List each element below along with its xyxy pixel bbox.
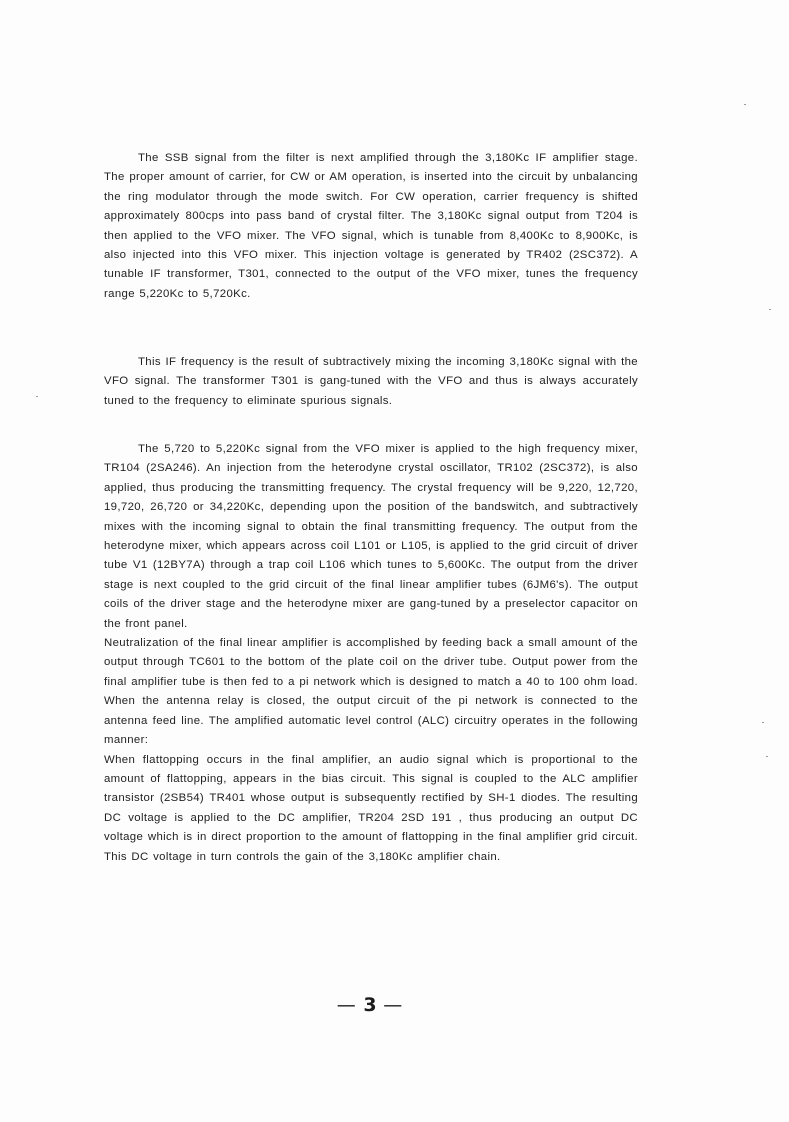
scan-speck	[766, 756, 768, 757]
paragraph-hf-mixer: The 5,720 to 5,220Kc signal from the VFO mixer is applied to the high frequency mixer, TR104 (2SA246). An injection from the heterodyne crystal oscillator, TR102 (2SC372), is also applied, thus producing the transmitting frequency. The crystal frequency will be 9,220, 12,720, 19,720, 26,720 or 34,220Kc, depending upon the position of the bandswitch, and subtractively mixes with the incoming signal to obtain the final transmitting frequency. The output from the heterodyne mixer, which appears across coil L101 or L105, is applied to the grid circuit of driver tube V1 (12BY7A) through a trap coil L106 which tunes to 5,600Kc. The output from the driver stage is next coupled to the grid circuit of the final linear amplifier tubes (6JM6's). The output coils of the driver stage and the heterodyne mixer are gang-tuned by a preselector capacitor on the front panel.	[104, 443, 638, 630]
footer-dash-right: —	[383, 994, 404, 1016]
page-footer	[330, 994, 410, 1016]
scan-speck	[744, 104, 746, 105]
paragraph-flattopping: When flattopping occurs in the final amplifier, an audio signal which is proportional to the amount of flattopping, appears in the bias circuit. This signal is coupled to the ALC amplifier transistor (2SB54) TR401 whose output is subsequently rectified by SH-1 diodes. The resulting DC voltage is applied to the DC amplifier, TR204 2SD 191 , thus producing an output DC voltage which is in direct proportion to the amount of flattopping in the final amplifier grid circuit. This DC voltage in turn controls the gain of the 3,180Kc amplifier chain.	[104, 753, 638, 863]
text-block-1	[104, 149, 638, 304]
scan-speck	[762, 722, 764, 723]
text-block-3	[104, 440, 638, 867]
text-block-2	[104, 353, 638, 411]
paragraph-if-frequency: This IF frequency is the result of subtractively mixing the incoming 3,180Kc signal with the VFO signal. The transformer T301 is gang-tuned with the VFO and thus is always accurately tuned to the frequency to eliminate spurious signals.	[104, 356, 638, 407]
scan-speck	[36, 396, 38, 397]
page-number: 3	[363, 994, 377, 1016]
footer-dash-left: —	[336, 994, 357, 1016]
paragraph-ssb-signal: The SSB signal from the filter is next amplified through the 3,180Kc IF amplifier stage. The proper amount of carrier, for CW or AM operation, is inserted into the circuit by unbalancing the ring modulator through the mode switch. For CW operation, carrier frequency is shifted approximately 800cps into pass band of crystal filter. The 3,180Kc signal output from T204 is then applied to the VFO mixer. The VFO signal, which is tunable from 8,400Kc to 8,900Kc, is also injected into this VFO mixer. This injection voltage is generated by TR402 (2SC372). A tunable IF transformer, T301, connected to the output of the VFO mixer, tunes the frequency range 5,220Kc to 5,720Kc.	[104, 152, 638, 300]
paragraph-neutralization: Neutralization of the final linear amplifier is accomplished by feeding back a small amount of the output through TC601 to the bottom of the plate coil on the driver tube. Output power from the final amplifier tube is then fed to a pi network which is designed to match a 40 to 100 ohm load. When the antenna relay is closed, the output circuit of the pi network is connected to the antenna feed line. The amplified automatic level control (ALC) circuitry operates in the following manner:	[104, 637, 638, 747]
scan-speck	[769, 309, 771, 310]
